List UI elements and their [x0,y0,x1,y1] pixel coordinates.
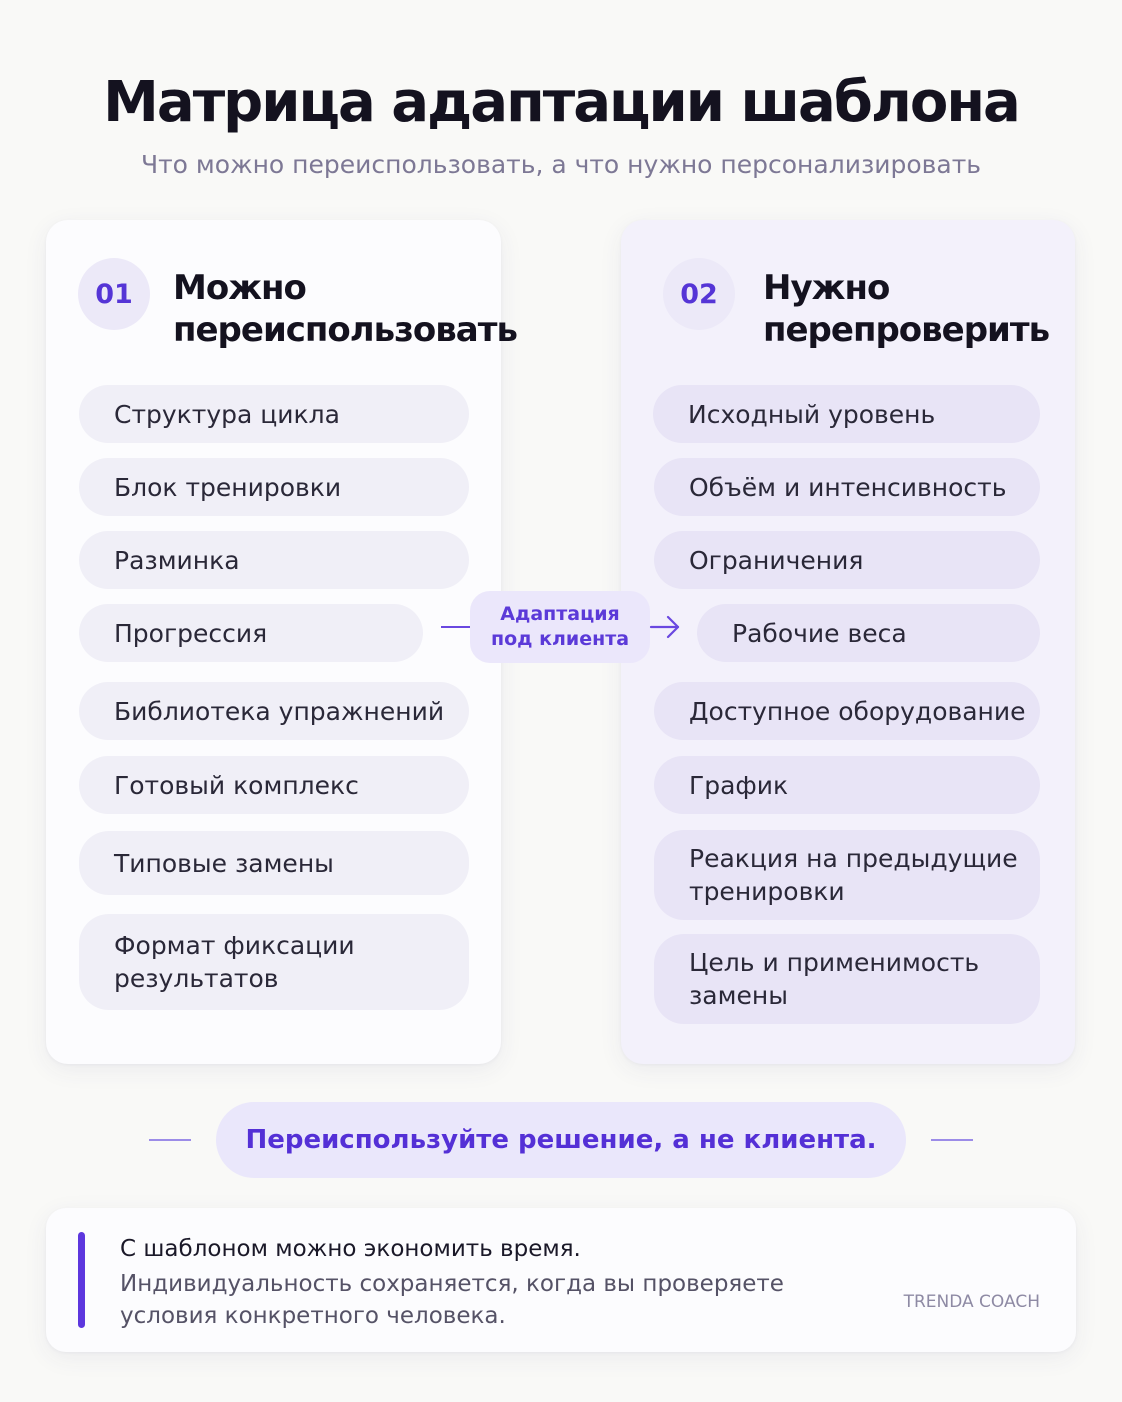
banner-dash-right [931,1139,973,1141]
card-number-badge: 02 [663,258,735,330]
list-item-text: Реакция на предыдущие тренировки [689,844,1018,906]
list-item [654,830,1040,920]
accent-bar [78,1232,85,1328]
list-item [653,385,1040,443]
note-line: условия конкретного человека. [120,1303,506,1329]
note-line: Индивидуальность сохраняется, когда вы проверяете [120,1271,784,1297]
brand-label: TRENDA COACH [903,1292,1040,1312]
note-card [46,1208,1076,1352]
list-item [79,756,469,814]
list-item [79,458,469,516]
list-item [79,385,469,443]
page-subtitle: Что можно переиспользовать, а что нужно персонализировать [140,150,982,179]
note-body [120,1268,820,1332]
connector-line [441,626,471,628]
list-item [79,604,423,662]
list-item [654,458,1040,516]
list-item [654,682,1040,740]
card-title-line: Можно [173,268,306,308]
list-item-text: Формат фиксации результатов [114,931,355,993]
list-item [654,756,1040,814]
list-item-text: Блок тренировки [114,472,342,502]
card-title-line: переиспользовать [173,310,517,350]
list-item-text: Прогрессия [114,618,268,648]
adaptation-badge [470,591,650,663]
adaptation-badge-line: под клиента [490,628,630,650]
reusable-card [46,220,517,1064]
page-title: Матрица адаптации шаблона [103,70,1019,135]
list-item-text: Готовый комплекс [114,770,359,800]
banner-dash-left [149,1139,191,1141]
list-item-text: Типовые замены [114,848,334,878]
list-item-text: Исходный уровень [688,399,936,429]
card-title-line: Нужно [763,268,890,308]
adaptation-badge-line: Адаптация [500,603,620,625]
list-item-text: График [689,770,789,800]
list-item-text: Рабочие веса [732,618,907,648]
list-item-text: Библиотека упражнений [114,696,445,726]
list-item [697,604,1040,662]
list-item-text: Цель и применимость замены [689,948,980,1010]
recheck-card [621,220,1075,1064]
card-number-badge: 01 [78,258,150,330]
list-item [79,531,469,589]
list-item [654,531,1040,589]
list-item-text: Доступное оборудование [689,696,1026,726]
list-item [79,914,469,1010]
list-item [79,682,469,740]
list-item-text: Структура цикла [114,399,340,429]
list-item [79,831,469,895]
list-item-text: Разминка [114,545,240,575]
arrow-right-icon [648,612,682,642]
list-item-text: Ограничения [689,545,864,575]
list-item [654,934,1040,1024]
card-title-line: перепроверить [763,310,1050,350]
list-item-text: Объём и интенсивность [689,472,1007,502]
card-title [173,267,517,351]
note-heading: С шаблоном можно экономить время. [120,1236,581,1262]
card-title [763,267,1049,351]
key-message-banner: Переиспользуйте решение, а не клиента. [216,1102,906,1178]
